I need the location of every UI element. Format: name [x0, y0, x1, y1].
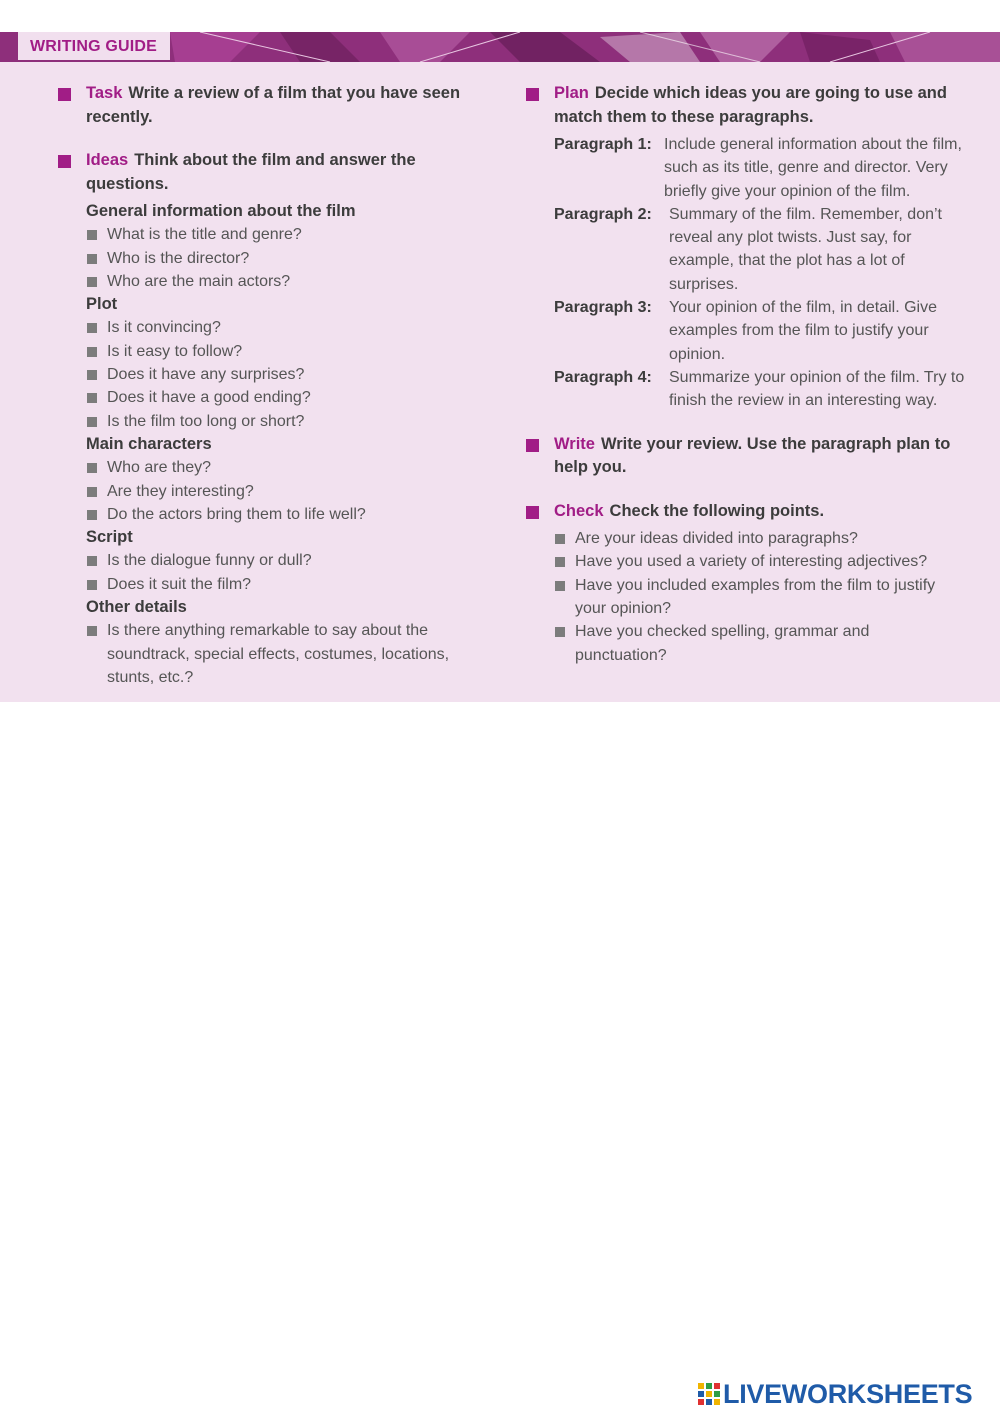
bullet-square-icon: [555, 627, 565, 637]
task-section: [58, 82, 478, 129]
list-item-text: Does it suit the film?: [107, 575, 252, 593]
list-item-text: Are your ideas divided into paragraphs?: [575, 530, 858, 548]
list-item-text: Do the actors bring them to life well?: [107, 505, 366, 523]
write-heading: [554, 433, 986, 480]
bullet-square-icon: [87, 393, 97, 403]
paragraph-description: Your opinion of the film, in detail. Give examples from the film to justify your opinion.: [669, 299, 938, 363]
paragraph-description: Summary of the film. Remember, don’t reveal any plot twists. Just say, for example, that the plot has a lot of surprises.: [669, 205, 942, 293]
check-list: [554, 527, 986, 667]
list-item: [554, 574, 956, 621]
task-heading: [86, 82, 478, 129]
list-item: [86, 316, 478, 339]
paragraph-plan-row: [554, 133, 986, 203]
list-item: [554, 620, 956, 667]
list-item: [86, 247, 478, 270]
list-item: [86, 223, 478, 246]
left-column: [58, 82, 478, 689]
bullet-square-icon: [87, 323, 97, 333]
list-item: [86, 270, 478, 293]
check-keyword: Check: [554, 501, 604, 520]
ideas-group-list: [86, 619, 478, 689]
check-heading: [554, 500, 986, 524]
bullet-square-icon: [87, 510, 97, 520]
write-keyword: Write: [554, 434, 595, 453]
plan-text: Decide which ideas you are going to use and match them to these paragraphs.: [554, 84, 947, 126]
list-item: [554, 527, 956, 550]
list-item: [86, 363, 478, 386]
section-square-icon: [526, 88, 539, 101]
ideas-group-list: [86, 549, 478, 596]
bullet-square-icon: [87, 487, 97, 497]
list-item: [86, 480, 478, 503]
list-item: [86, 549, 478, 572]
paragraph-plan-row: [554, 296, 986, 366]
list-item-text: Is the dialogue funny or dull?: [107, 552, 312, 570]
section-square-icon: [58, 155, 71, 168]
ideas-group-list: [86, 456, 478, 526]
ideas-section: [58, 149, 478, 689]
banner-title: WRITING GUIDE: [30, 38, 158, 55]
bullet-square-icon: [87, 556, 97, 566]
section-square-icon: [526, 506, 539, 519]
list-item-text: Have you checked spelling, grammar and punctuation?: [575, 623, 870, 664]
task-keyword: Task: [86, 84, 123, 102]
paragraph-plan-row: [554, 366, 986, 413]
ideas-group-title: General information about the film: [86, 202, 356, 220]
list-item-text: Are they interesting?: [107, 482, 254, 500]
list-item-text: Does it have any surprises?: [107, 366, 305, 384]
list-item: [86, 456, 478, 479]
plan-section: [526, 82, 986, 413]
ideas-text: Think about the film and answer the questions.: [86, 151, 416, 193]
check-text: Check the following points.: [609, 501, 825, 520]
bullet-square-icon: [87, 230, 97, 240]
plan-keyword: Plan: [554, 84, 589, 102]
list-item-text: Who are the main actors?: [107, 272, 291, 290]
bullet-square-icon: [87, 626, 97, 636]
paragraph-label: Paragraph 1:: [554, 136, 652, 153]
ideas-group-list: [86, 316, 478, 432]
list-item-text: Who is the director?: [107, 249, 250, 267]
list-item: [86, 340, 478, 363]
list-item-text: Is there anything remarkable to say about the soundtrack, special effects, costumes, locations, stunts, etc.?: [107, 622, 450, 686]
check-section: [526, 500, 986, 667]
logo-text: LIVEWORKSHEETS: [723, 1378, 973, 1409]
liveworksheets-logo: [698, 1378, 972, 1410]
bullet-square-icon: [87, 463, 97, 473]
list-item: [86, 573, 478, 596]
list-item-text: Who are they?: [107, 459, 212, 477]
paragraph-label: Paragraph 3:: [554, 299, 652, 317]
write-text: Write your review. Use the paragraph plan to help you.: [554, 434, 951, 477]
list-item-text: What is the title and genre?: [107, 226, 302, 244]
list-item: [86, 386, 478, 409]
bullet-square-icon: [87, 580, 97, 590]
bullet-square-icon: [555, 557, 565, 567]
write-section: [526, 433, 986, 480]
section-square-icon: [526, 439, 539, 452]
ideas-group-title: Main characters: [86, 434, 212, 453]
list-item: [554, 550, 956, 573]
ideas-group-title: Plot: [86, 295, 118, 314]
bullet-square-icon: [87, 277, 97, 287]
ideas-group-list: [86, 223, 478, 293]
bullet-square-icon: [87, 254, 97, 264]
ideas-group-title: Other details: [86, 598, 187, 617]
paragraph-description: Include general information about the film, such as its title, genre and director. Very briefly give your opinion of the film.: [664, 136, 962, 200]
bullet-square-icon: [87, 417, 97, 427]
bullet-square-icon: [87, 347, 97, 357]
ideas-group-title: Script: [86, 528, 133, 547]
list-item: [86, 410, 478, 433]
bullet-square-icon: [87, 370, 97, 380]
list-item-text: Is the film too long or short?: [107, 412, 305, 430]
list-item-text: Does it have a good ending?: [107, 389, 311, 407]
paragraph-label: Paragraph 2:: [554, 205, 652, 223]
task-text: Write a review of a film that you have seen recently.: [86, 84, 461, 126]
list-item: [86, 619, 478, 689]
list-item-text: Have you included examples from the film to justify your opinion?: [575, 576, 936, 617]
list-item-text: Is it convincing?: [107, 319, 221, 337]
liveworksheets-logo-icon: [698, 1383, 720, 1405]
right-column: [526, 82, 986, 667]
paragraph-plan-row: [554, 203, 986, 296]
list-item: [86, 503, 478, 526]
paragraph-label: Paragraph 4:: [554, 368, 652, 386]
bullet-square-icon: [555, 534, 565, 544]
plan-heading: [554, 82, 986, 129]
list-item-text: Is it easy to follow?: [107, 342, 243, 360]
ideas-heading: [86, 149, 478, 196]
bullet-square-icon: [555, 581, 565, 591]
paragraph-description: Summarize your opinion of the film. Try to finish the review in an interesting way.: [669, 368, 965, 410]
ideas-keyword: Ideas: [86, 151, 129, 169]
section-square-icon: [58, 88, 71, 101]
list-item-text: Have you used a variety of interesting adjectives?: [575, 553, 928, 571]
